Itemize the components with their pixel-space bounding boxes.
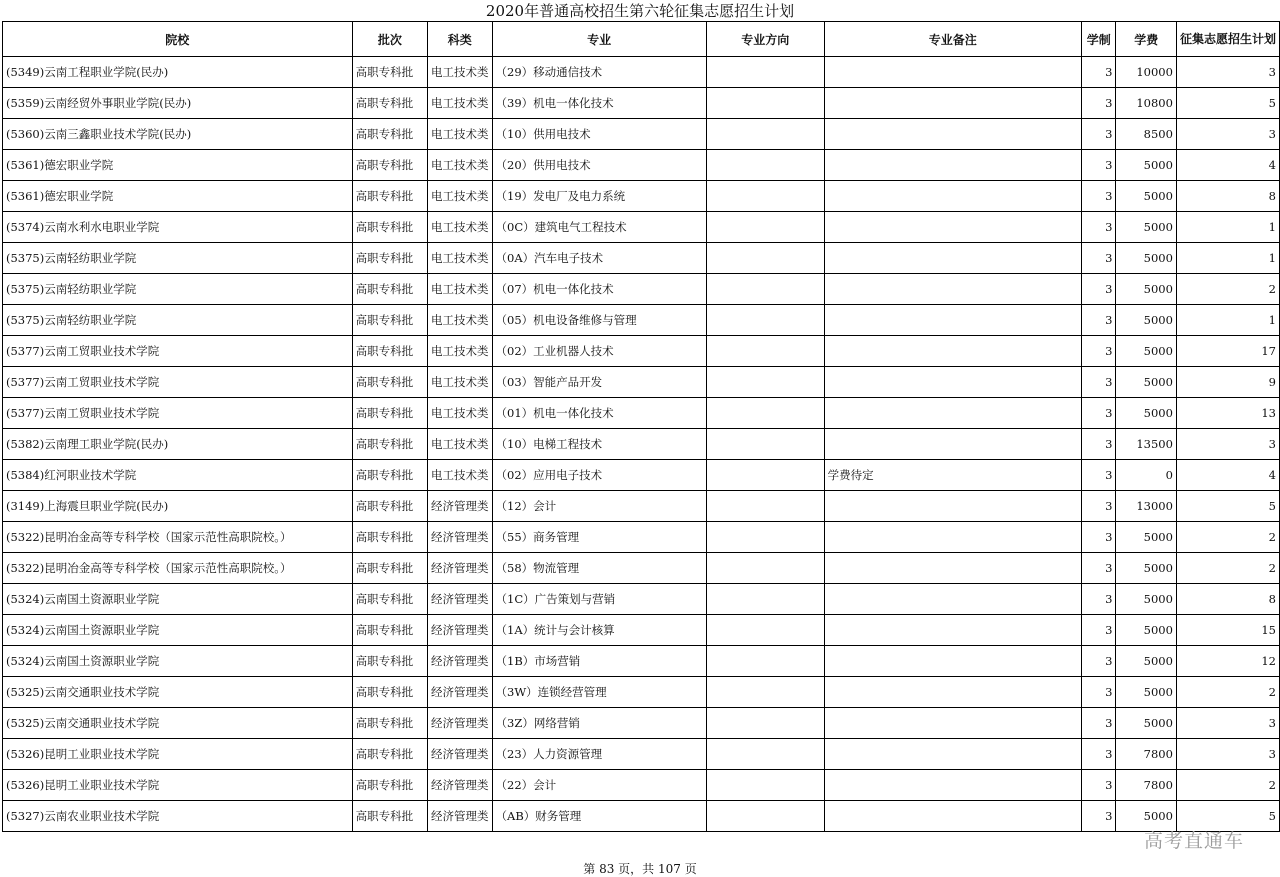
cell-major: （20）供用电技术 <box>492 150 706 181</box>
cell-years: 3 <box>1081 801 1115 832</box>
cell-major: （3Z）网络营销 <box>492 708 706 739</box>
cell-note <box>824 801 1081 832</box>
header-direction: 专业方向 <box>706 22 824 57</box>
cell-direction <box>706 801 824 832</box>
cell-batch: 高职专科批 <box>352 522 427 553</box>
cell-school: (5325)云南交通职业技术学院 <box>3 708 353 739</box>
cell-major: （0A）汽车电子技术 <box>492 243 706 274</box>
cell-subject: 电工技术类 <box>428 88 493 119</box>
table-row <box>3 181 1280 212</box>
cell-fee: 13000 <box>1116 491 1177 522</box>
cell-note <box>824 88 1081 119</box>
cell-years: 3 <box>1081 491 1115 522</box>
cell-note <box>824 615 1081 646</box>
cell-fee: 5000 <box>1116 212 1177 243</box>
cell-school: (5377)云南工贸职业技术学院 <box>3 367 353 398</box>
table-body <box>3 57 1280 832</box>
cell-school: (5360)云南三鑫职业技术学院(民办) <box>3 119 353 150</box>
cell-note <box>824 119 1081 150</box>
cell-direction <box>706 88 824 119</box>
cell-school: (5361)德宏职业学院 <box>3 150 353 181</box>
cell-school: (5326)昆明工业职业技术学院 <box>3 770 353 801</box>
cell-fee: 7800 <box>1116 770 1177 801</box>
cell-school: (5377)云南工贸职业技术学院 <box>3 336 353 367</box>
cell-note <box>824 646 1081 677</box>
cell-direction <box>706 677 824 708</box>
cell-major: （39）机电一体化技术 <box>492 88 706 119</box>
cell-school: (5382)云南理工职业学院(民办) <box>3 429 353 460</box>
cell-major: （AB）财务管理 <box>492 801 706 832</box>
cell-fee: 10800 <box>1116 88 1177 119</box>
cell-batch: 高职专科批 <box>352 429 427 460</box>
cell-major: （07）机电一体化技术 <box>492 274 706 305</box>
cell-quota: 1 <box>1176 305 1279 336</box>
cell-school: (5349)云南工程职业学院(民办) <box>3 57 353 88</box>
cell-fee: 5000 <box>1116 398 1177 429</box>
cell-school: (5326)昆明工业职业技术学院 <box>3 739 353 770</box>
cell-direction <box>706 429 824 460</box>
cell-major: （19）发电厂及电力系统 <box>492 181 706 212</box>
cell-batch: 高职专科批 <box>352 553 427 584</box>
cell-quota: 4 <box>1176 460 1279 491</box>
cell-quota: 5 <box>1176 801 1279 832</box>
cell-subject: 电工技术类 <box>428 243 493 274</box>
cell-fee: 13500 <box>1116 429 1177 460</box>
cell-major: （03）智能产品开发 <box>492 367 706 398</box>
cell-quota: 5 <box>1176 491 1279 522</box>
cell-years: 3 <box>1081 181 1115 212</box>
cell-batch: 高职专科批 <box>352 88 427 119</box>
cell-subject: 电工技术类 <box>428 398 493 429</box>
cell-major: （22）会计 <box>492 770 706 801</box>
cell-note <box>824 770 1081 801</box>
cell-subject: 经济管理类 <box>428 491 493 522</box>
cell-major: （10）供用电技术 <box>492 119 706 150</box>
cell-fee: 5000 <box>1116 615 1177 646</box>
cell-major: （05）机电设备维修与管理 <box>492 305 706 336</box>
cell-quota: 2 <box>1176 677 1279 708</box>
cell-quota: 3 <box>1176 708 1279 739</box>
header-note: 专业备注 <box>824 22 1081 57</box>
cell-fee: 8500 <box>1116 119 1177 150</box>
cell-years: 3 <box>1081 57 1115 88</box>
cell-note: 学费待定 <box>824 460 1081 491</box>
table-row <box>3 305 1280 336</box>
table-row <box>3 274 1280 305</box>
cell-major: （01）机电一体化技术 <box>492 398 706 429</box>
cell-direction <box>706 398 824 429</box>
table-row <box>3 491 1280 522</box>
cell-fee: 5000 <box>1116 150 1177 181</box>
cell-direction <box>706 181 824 212</box>
cell-note <box>824 491 1081 522</box>
cell-batch: 高职专科批 <box>352 801 427 832</box>
cell-direction <box>706 553 824 584</box>
cell-direction <box>706 243 824 274</box>
cell-subject: 电工技术类 <box>428 367 493 398</box>
cell-fee: 10000 <box>1116 57 1177 88</box>
cell-quota: 12 <box>1176 646 1279 677</box>
document-title: 2020年普通高校招生第六轮征集志愿招生计划 <box>485 2 795 20</box>
cell-batch: 高职专科批 <box>352 491 427 522</box>
cell-quota: 9 <box>1176 367 1279 398</box>
cell-batch: 高职专科批 <box>352 615 427 646</box>
cell-school: (5324)云南国土资源职业学院 <box>3 615 353 646</box>
cell-note <box>824 336 1081 367</box>
cell-batch: 高职专科批 <box>352 305 427 336</box>
table-row <box>3 88 1280 119</box>
enrollment-plan-table <box>2 21 1280 832</box>
cell-school: (5375)云南轻纺职业学院 <box>3 274 353 305</box>
cell-note <box>824 274 1081 305</box>
cell-major: （58）物流管理 <box>492 553 706 584</box>
cell-school: (5377)云南工贸职业技术学院 <box>3 398 353 429</box>
header-subject: 科类 <box>428 22 493 57</box>
cell-note <box>824 677 1081 708</box>
cell-subject: 经济管理类 <box>428 708 493 739</box>
cell-direction <box>706 305 824 336</box>
cell-school: (5322)昆明冶金高等专科学校（国家示范性高职院校。） <box>3 553 353 584</box>
cell-quota: 3 <box>1176 57 1279 88</box>
table-row <box>3 646 1280 677</box>
cell-school: (5374)云南水利水电职业学院 <box>3 212 353 243</box>
table-row <box>3 708 1280 739</box>
cell-fee: 5000 <box>1116 522 1177 553</box>
cell-direction <box>706 615 824 646</box>
cell-subject: 电工技术类 <box>428 119 493 150</box>
cell-school: (5384)红河职业技术学院 <box>3 460 353 491</box>
cell-fee: 5000 <box>1116 181 1177 212</box>
cell-direction <box>706 57 824 88</box>
cell-years: 3 <box>1081 646 1115 677</box>
cell-note <box>824 708 1081 739</box>
cell-batch: 高职专科批 <box>352 646 427 677</box>
cell-quota: 2 <box>1176 274 1279 305</box>
cell-subject: 经济管理类 <box>428 522 493 553</box>
cell-major: （02）应用电子技术 <box>492 460 706 491</box>
cell-batch: 高职专科批 <box>352 150 427 181</box>
table-row <box>3 801 1280 832</box>
cell-fee: 5000 <box>1116 553 1177 584</box>
cell-years: 3 <box>1081 677 1115 708</box>
cell-batch: 高职专科批 <box>352 57 427 88</box>
cell-subject: 经济管理类 <box>428 646 493 677</box>
cell-batch: 高职专科批 <box>352 460 427 491</box>
cell-major: （55）商务管理 <box>492 522 706 553</box>
cell-school: (5327)云南农业职业技术学院 <box>3 801 353 832</box>
cell-direction <box>706 336 824 367</box>
cell-note <box>824 429 1081 460</box>
cell-years: 3 <box>1081 770 1115 801</box>
cell-school: (5324)云南国土资源职业学院 <box>3 646 353 677</box>
cell-batch: 高职专科批 <box>352 708 427 739</box>
cell-years: 3 <box>1081 429 1115 460</box>
cell-years: 3 <box>1081 460 1115 491</box>
cell-years: 3 <box>1081 553 1115 584</box>
cell-fee: 5000 <box>1116 367 1177 398</box>
cell-subject: 电工技术类 <box>428 305 493 336</box>
cell-quota: 3 <box>1176 739 1279 770</box>
cell-batch: 高职专科批 <box>352 181 427 212</box>
header-batch: 批次 <box>352 22 427 57</box>
cell-subject: 电工技术类 <box>428 336 493 367</box>
table-row <box>3 150 1280 181</box>
cell-direction <box>706 212 824 243</box>
cell-school: (5324)云南国土资源职业学院 <box>3 584 353 615</box>
table-row <box>3 770 1280 801</box>
cell-school: (5359)云南经贸外事职业学院(民办) <box>3 88 353 119</box>
cell-quota: 3 <box>1176 429 1279 460</box>
cell-quota: 17 <box>1176 336 1279 367</box>
cell-quota: 15 <box>1176 615 1279 646</box>
cell-years: 3 <box>1081 150 1115 181</box>
page-footer: 第 83 页，共 107 页 <box>583 862 697 876</box>
table-row <box>3 57 1280 88</box>
cell-note <box>824 181 1081 212</box>
header-years: 学制 <box>1081 22 1115 57</box>
cell-note <box>824 212 1081 243</box>
cell-direction <box>706 584 824 615</box>
cell-note <box>824 739 1081 770</box>
table-row <box>3 522 1280 553</box>
cell-years: 3 <box>1081 367 1115 398</box>
cell-major: （3W）连锁经营管理 <box>492 677 706 708</box>
cell-years: 3 <box>1081 274 1115 305</box>
cell-years: 3 <box>1081 88 1115 119</box>
table-row <box>3 429 1280 460</box>
cell-direction <box>706 460 824 491</box>
cell-years: 3 <box>1081 739 1115 770</box>
cell-note <box>824 398 1081 429</box>
cell-note <box>824 553 1081 584</box>
table-row <box>3 739 1280 770</box>
cell-school: (5361)德宏职业学院 <box>3 181 353 212</box>
cell-fee: 5000 <box>1116 243 1177 274</box>
cell-subject: 电工技术类 <box>428 212 493 243</box>
cell-subject: 电工技术类 <box>428 150 493 181</box>
table-row <box>3 243 1280 274</box>
cell-direction <box>706 150 824 181</box>
cell-fee: 5000 <box>1116 584 1177 615</box>
cell-quota: 5 <box>1176 88 1279 119</box>
cell-direction <box>706 646 824 677</box>
header-school: 院校 <box>3 22 353 57</box>
cell-direction <box>706 739 824 770</box>
cell-major: （0C）建筑电气工程技术 <box>492 212 706 243</box>
cell-fee: 0 <box>1116 460 1177 491</box>
cell-years: 3 <box>1081 305 1115 336</box>
cell-major: （12）会计 <box>492 491 706 522</box>
watermark: 高考直通车 <box>1144 830 1245 852</box>
cell-note <box>824 57 1081 88</box>
cell-subject: 经济管理类 <box>428 584 493 615</box>
cell-note <box>824 367 1081 398</box>
cell-batch: 高职专科批 <box>352 367 427 398</box>
cell-fee: 5000 <box>1116 336 1177 367</box>
cell-quota: 1 <box>1176 212 1279 243</box>
cell-fee: 5000 <box>1116 305 1177 336</box>
cell-direction <box>706 119 824 150</box>
cell-subject: 经济管理类 <box>428 677 493 708</box>
cell-note <box>824 584 1081 615</box>
cell-years: 3 <box>1081 584 1115 615</box>
cell-subject: 电工技术类 <box>428 181 493 212</box>
cell-direction <box>706 274 824 305</box>
cell-quota: 13 <box>1176 398 1279 429</box>
cell-years: 3 <box>1081 522 1115 553</box>
cell-subject: 经济管理类 <box>428 801 493 832</box>
cell-years: 3 <box>1081 615 1115 646</box>
cell-school: (5375)云南轻纺职业学院 <box>3 243 353 274</box>
table-row <box>3 398 1280 429</box>
cell-years: 3 <box>1081 119 1115 150</box>
table-row <box>3 336 1280 367</box>
cell-fee: 7800 <box>1116 739 1177 770</box>
cell-direction <box>706 770 824 801</box>
cell-major: （29）移动通信技术 <box>492 57 706 88</box>
cell-subject: 经济管理类 <box>428 739 493 770</box>
cell-direction <box>706 367 824 398</box>
cell-batch: 高职专科批 <box>352 398 427 429</box>
cell-batch: 高职专科批 <box>352 243 427 274</box>
cell-school: (5322)昆明冶金高等专科学校（国家示范性高职院校。） <box>3 522 353 553</box>
cell-quota: 1 <box>1176 243 1279 274</box>
cell-subject: 电工技术类 <box>428 460 493 491</box>
cell-major: （1C）广告策划与营销 <box>492 584 706 615</box>
cell-note <box>824 305 1081 336</box>
cell-years: 3 <box>1081 398 1115 429</box>
cell-major: （1B）市场营销 <box>492 646 706 677</box>
cell-years: 3 <box>1081 212 1115 243</box>
cell-years: 3 <box>1081 336 1115 367</box>
cell-batch: 高职专科批 <box>352 739 427 770</box>
table-row <box>3 119 1280 150</box>
cell-quota: 8 <box>1176 181 1279 212</box>
cell-school: (5325)云南交通职业技术学院 <box>3 677 353 708</box>
cell-fee: 5000 <box>1116 274 1177 305</box>
table-row <box>3 212 1280 243</box>
cell-direction <box>706 522 824 553</box>
cell-subject: 电工技术类 <box>428 57 493 88</box>
header-major: 专业 <box>492 22 706 57</box>
cell-major: （02）工业机器人技术 <box>492 336 706 367</box>
table-row <box>3 367 1280 398</box>
cell-batch: 高职专科批 <box>352 119 427 150</box>
cell-quota: 2 <box>1176 770 1279 801</box>
table-row <box>3 584 1280 615</box>
cell-quota: 2 <box>1176 522 1279 553</box>
cell-batch: 高职专科批 <box>352 584 427 615</box>
cell-batch: 高职专科批 <box>352 677 427 708</box>
cell-direction <box>706 708 824 739</box>
cell-subject: 经济管理类 <box>428 553 493 584</box>
cell-subject: 经济管理类 <box>428 770 493 801</box>
cell-quota: 4 <box>1176 150 1279 181</box>
table-header-row <box>3 22 1280 57</box>
cell-school: (3149)上海震旦职业学院(民办) <box>3 491 353 522</box>
table-row <box>3 460 1280 491</box>
cell-fee: 5000 <box>1116 646 1177 677</box>
table-row <box>3 615 1280 646</box>
cell-direction <box>706 491 824 522</box>
cell-major: （1A）统计与会计核算 <box>492 615 706 646</box>
cell-years: 3 <box>1081 708 1115 739</box>
cell-subject: 经济管理类 <box>428 615 493 646</box>
header-fee: 学费 <box>1116 22 1177 57</box>
cell-fee: 5000 <box>1116 708 1177 739</box>
header-quota: 征集志愿招生计划 <box>1176 22 1279 57</box>
cell-note <box>824 243 1081 274</box>
table-row <box>3 677 1280 708</box>
cell-batch: 高职专科批 <box>352 274 427 305</box>
cell-batch: 高职专科批 <box>352 212 427 243</box>
cell-subject: 电工技术类 <box>428 429 493 460</box>
cell-note <box>824 150 1081 181</box>
cell-batch: 高职专科批 <box>352 336 427 367</box>
cell-school: (5375)云南轻纺职业学院 <box>3 305 353 336</box>
cell-years: 3 <box>1081 243 1115 274</box>
table-row <box>3 553 1280 584</box>
cell-major: （10）电梯工程技术 <box>492 429 706 460</box>
cell-subject: 电工技术类 <box>428 274 493 305</box>
cell-quota: 8 <box>1176 584 1279 615</box>
cell-fee: 5000 <box>1116 801 1177 832</box>
cell-fee: 5000 <box>1116 677 1177 708</box>
cell-quota: 2 <box>1176 553 1279 584</box>
cell-major: （23）人力资源管理 <box>492 739 706 770</box>
cell-note <box>824 522 1081 553</box>
cell-batch: 高职专科批 <box>352 770 427 801</box>
cell-quota: 3 <box>1176 119 1279 150</box>
